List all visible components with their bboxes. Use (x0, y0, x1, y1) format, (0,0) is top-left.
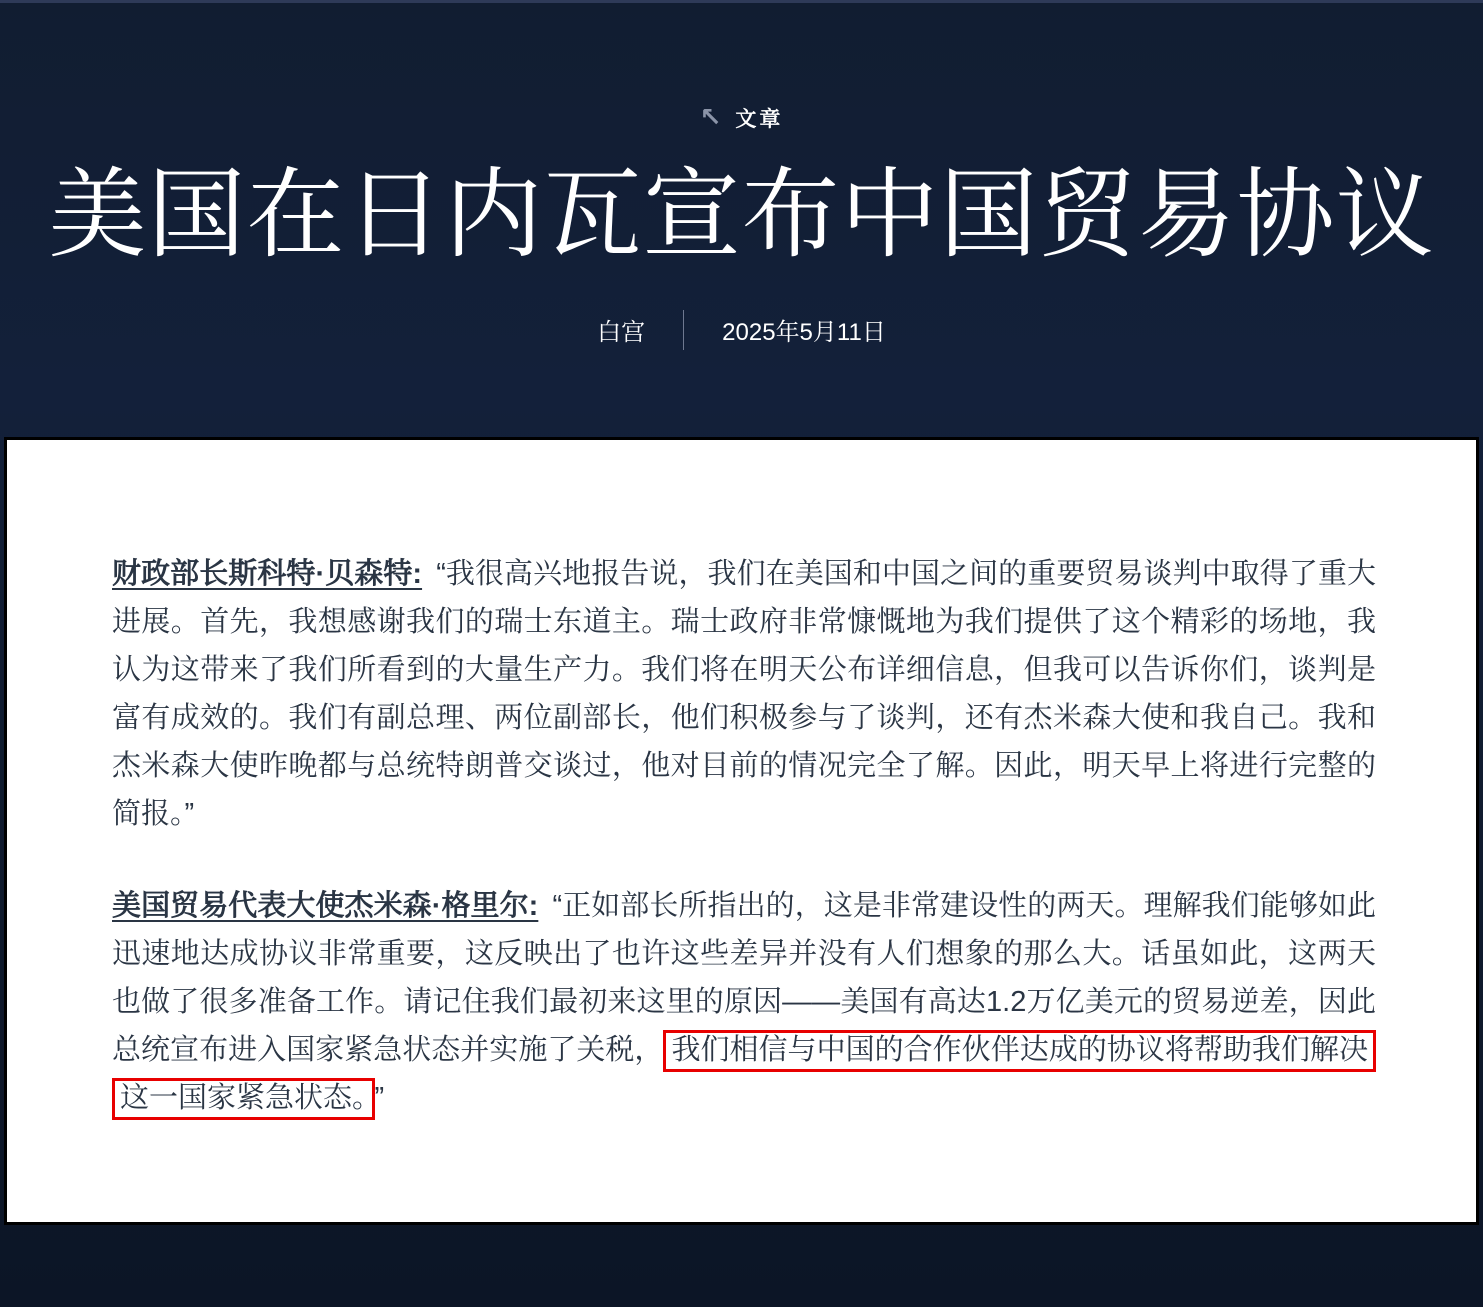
meta-date: 2025年5月11日 (722, 319, 886, 346)
closing-quote: ” (374, 1082, 385, 1114)
meta-divider (683, 310, 684, 350)
arrow-up-left-icon: ↖ (699, 102, 722, 132)
paragraph-bessent (112, 550, 1376, 838)
article-meta (597, 310, 886, 350)
red-annotation-highlight-box: 我们相信与中国的合作伙伴达成的协议将帮助我们解决这一国家紧急状态。 (112, 1030, 1376, 1120)
article-hero (0, 3, 1483, 437)
kicker-label: 文章 (735, 108, 784, 131)
speaker-name-bessent[interactable]: 财政部长斯科特·贝森特: (112, 558, 423, 590)
paragraph-greer (112, 882, 1376, 1122)
speaker-name-greer[interactable]: 美国贸易代表大使杰米森·格里尔: (112, 890, 539, 922)
kicker-articles-link[interactable] (700, 103, 784, 133)
greer-quote-text: “正如部长所指出的，这是非常建设性的两天。理解我们能够如此迅速地达成协议非常重要，这反映出了也许这些差异并没有人们想象的那么大。话虽如此，这两天也做了很多准备工作。请记住我们最初来这里的原因——美国有高达1.2万亿美元的贸易逆差，因此总统宣布进入国家紧急状态并实施了关税， (112, 890, 1376, 1066)
bessent-quote-text: “我很高兴地报告说，我们在美国和中国之间的重要贸易谈判中取得了重大进展。首先，我想感谢我们的瑞士东道主。瑞士政府非常慷慨地为我们提供了这个精彩的场地，我认为这带来了我们所看到的大量生产力。我们将在明天公布详细信息，但我可以告诉你们，谈判是富有成效的。我们有副总理、两位副部长，他们积极参与了谈判，还有杰米森大使和我自己。我和杰米森大使昨晚都与总统特朗普交谈过，他对目前的情况完全了解。因此，明天早上将进行完整的简报。” (112, 558, 1376, 830)
meta-source: 白宫 (597, 319, 646, 346)
article-body-card (4, 437, 1479, 1225)
page-title: 美国在日内瓦宣布中国贸易协议 (48, 162, 1435, 270)
